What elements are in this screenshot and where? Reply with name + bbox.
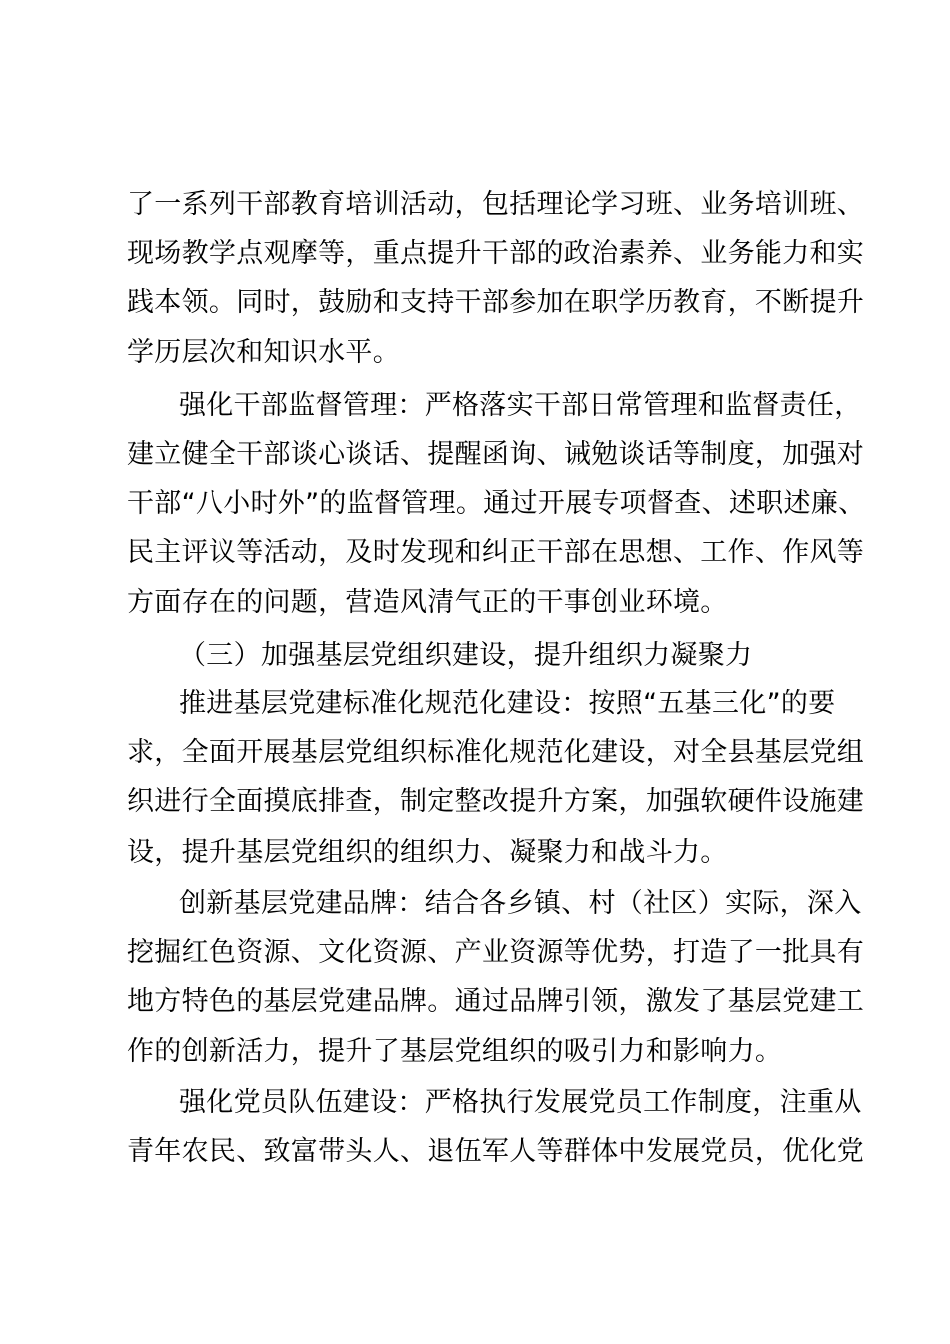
paragraph-line: 强化干部监督管理：严格落实干部日常管理和监督责任， xyxy=(179,390,862,421)
section-heading: （三）加强基层党组织建设，提升组织力凝聚力 xyxy=(179,640,753,671)
paragraph-line: 创新基层党建品牌：结合各乡镇、村（社区）实际，深入 xyxy=(179,888,862,919)
paragraph-line: 设，提升基层党组织的组织力、凝聚力和战斗力。 xyxy=(127,837,728,868)
paragraph-line: 践本领。同时，鼓励和支持干部参加在职学历教育，不断提升 xyxy=(127,287,865,318)
paragraph-line: 了一系列干部教育培训活动，包括理论学习班、业务培训班、 xyxy=(127,189,865,220)
paragraph-line: 学历层次和知识水平。 xyxy=(127,337,400,368)
paragraph-line: 地方特色的基层党建品牌。通过品牌引领，激发了基层党建工 xyxy=(127,986,865,1017)
paragraph-line: 现场教学点观摩等，重点提升干部的政治素养、业务能力和实 xyxy=(127,238,865,269)
paragraph-line: 作的创新活力，提升了基层党组织的吸引力和影响力。 xyxy=(127,1036,783,1067)
paragraph-line: 挖掘红色资源、文化资源、产业资源等优势，打造了一批具有 xyxy=(127,937,865,968)
paragraph-line: 青年农民、致富带头人、退伍军人等群体中发展党员，优化党 xyxy=(127,1136,865,1167)
paragraph-line: 方面存在的问题，营造风清气正的干事创业环境。 xyxy=(127,587,728,618)
paragraph-line: 织进行全面摸底排查，制定整改提升方案，加强软硬件设施建 xyxy=(127,786,865,817)
paragraph-line: 民主评议等活动，及时发现和纠正干部在思想、工作、作风等 xyxy=(127,537,865,568)
paragraph-line: 求，全面开展基层党组织标准化规范化建设，对全县基层党组 xyxy=(127,737,865,768)
paragraph-line: 干部“八小时外”的监督管理。通过开展专项督查、述职述廉、 xyxy=(127,488,866,519)
paragraph-line: 建立健全干部谈心谈话、提醒函询、诫勉谈话等制度，加强对 xyxy=(127,439,865,470)
paragraph-line: 强化党员队伍建设：严格执行发展党员工作制度，注重从 xyxy=(179,1087,862,1118)
paragraph-line: 推进基层党建标准化规范化建设：按照“五基三化”的要 xyxy=(179,688,836,719)
